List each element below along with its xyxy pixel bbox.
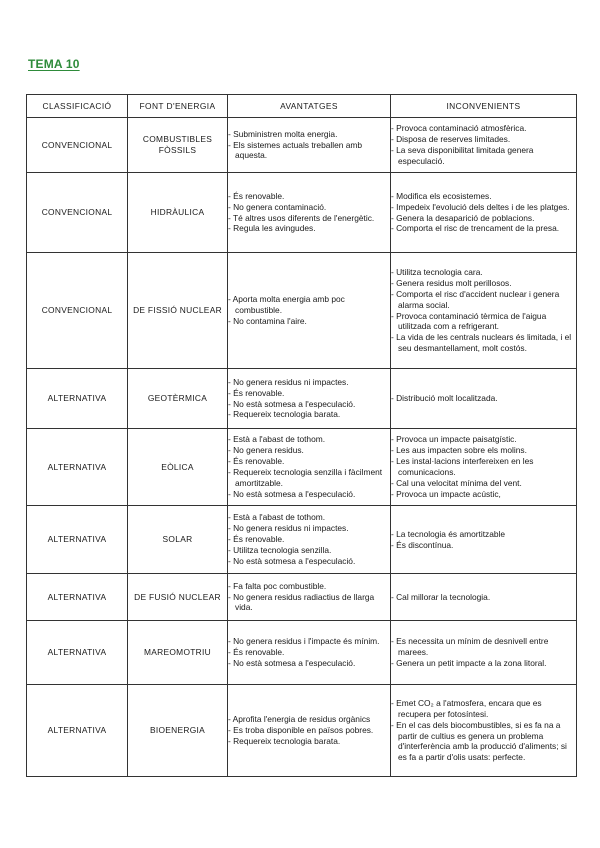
list-item: - Té altres usos diferents de l'energètic. — [228, 213, 390, 224]
table-row — [27, 574, 577, 621]
list-item: - Requereix tecnologia barata. — [228, 409, 390, 420]
list-item: - Impedeix l'evolució dels deltes i de les platges. — [391, 202, 576, 213]
cell-classificacio: ALTERNATIVA — [27, 506, 128, 574]
list-item: - Modifica els ecosistemes. — [391, 191, 576, 202]
list-item: - Els sistemes actuals treballen amb aquesta. — [228, 140, 390, 162]
cell-inconvenients — [391, 118, 577, 173]
list-item: - Aprofita l'energia de residus orgànics — [228, 714, 390, 725]
cell-inconvenients — [391, 506, 577, 574]
cell-inconvenients — [391, 574, 577, 621]
cell-inconvenients — [391, 369, 577, 429]
inconvenients-list — [391, 636, 576, 669]
cell-classificacio: ALTERNATIVA — [27, 685, 128, 777]
list-item: - En el cas dels biocombustibles, si es fa na a partir de cultius es genera un problema d'interferència amb la producció d'aliments; si es fa a partir d'olis usats: perfecte. — [391, 720, 576, 764]
list-item: - Genera la desaparició de poblacions. — [391, 213, 576, 224]
table-row — [27, 506, 577, 574]
list-item: - Provoca un impacte acústic, — [391, 489, 576, 500]
avantatges-list — [228, 636, 390, 669]
cell-avantatges — [228, 429, 391, 506]
inconvenients-list — [391, 434, 576, 499]
cell-avantatges — [228, 621, 391, 685]
cell-classificacio: ALTERNATIVA — [27, 429, 128, 506]
list-item: - Les instal·lacions interfereixen en les comunicacions. — [391, 456, 576, 478]
avantatges-list — [228, 714, 390, 747]
cell-inconvenients — [391, 173, 577, 253]
cell-font-energia: MAREOMOTRIU — [128, 621, 228, 685]
cell-font-energia: DE FISSIÓ NUCLEAR — [128, 253, 228, 369]
cell-classificacio: CONVENCIONAL — [27, 118, 128, 173]
list-item: - La seva disponibilitat limitada genera especulació. — [391, 145, 576, 167]
cell-classificacio: CONVENCIONAL — [27, 173, 128, 253]
list-item: - És renovable. — [228, 534, 390, 545]
inconvenients-list — [391, 123, 576, 167]
list-item: - Disposa de reserves limitades. — [391, 134, 576, 145]
table-row — [27, 369, 577, 429]
table-row — [27, 173, 577, 253]
cell-inconvenients — [391, 429, 577, 506]
list-item: - Cal millorar la tecnologia. — [391, 592, 576, 603]
list-item: - Aporta molta energia amb poc combustible. — [228, 294, 390, 316]
list-item: - Provoca contaminació atmosfèrica. — [391, 123, 576, 134]
cell-inconvenients — [391, 685, 577, 777]
avantatges-list — [228, 434, 390, 499]
list-item: - Comporta el risc de trencament de la presa. — [391, 223, 576, 234]
avantatges-list — [228, 294, 390, 327]
list-item: - No genera contaminació. — [228, 202, 390, 213]
cell-font-energia: DE FUSIÓ NUCLEAR — [128, 574, 228, 621]
cell-font-energia: COMBUSTIBLES FÒSSILS — [128, 118, 228, 173]
cell-inconvenients — [391, 253, 577, 369]
list-item: - Està a l'abast de tothom. — [228, 434, 390, 445]
inconvenients-list — [391, 191, 576, 235]
cell-avantatges — [228, 506, 391, 574]
list-item: - Fa falta poc combustible. — [228, 581, 390, 592]
inconvenients-list — [391, 529, 576, 551]
list-item: - No està sotmesa a l'especulació. — [228, 658, 390, 669]
avantatges-list — [228, 129, 390, 162]
cell-avantatges — [228, 253, 391, 369]
list-item: - Està a l'abast de tothom. — [228, 512, 390, 523]
inconvenients-list — [391, 698, 576, 763]
table-row — [27, 685, 577, 777]
list-item: - No contamina l'aire. — [228, 316, 390, 327]
list-item: - La vida de les centrals nuclears és limitada, i el seu desmantellament, molt costós. — [391, 332, 576, 354]
cell-classificacio: ALTERNATIVA — [27, 621, 128, 685]
list-item: - És discontínua. — [391, 540, 576, 551]
list-item: - Comporta el risc d'accident nuclear i genera alarma social. — [391, 289, 576, 311]
list-item: - No genera residus radiactius de llarga vida. — [228, 592, 390, 614]
list-item: - No genera residus ni impactes. — [228, 523, 390, 534]
list-item: - Utilitza tecnologia senzilla. — [228, 545, 390, 556]
table-row — [27, 429, 577, 506]
list-item: - La tecnologia és amortitzable — [391, 529, 576, 540]
table-row — [27, 253, 577, 369]
cell-classificacio: ALTERNATIVA — [27, 369, 128, 429]
list-item: - Provoca contaminació tèrmica de l'aigua utilitzada com a refrigerant. — [391, 311, 576, 333]
header-font-energia: FONT D'ENERGIA — [128, 95, 228, 118]
cell-avantatges — [228, 685, 391, 777]
list-item: - No està sotmesa a l'especulació. — [228, 489, 390, 500]
cell-avantatges — [228, 118, 391, 173]
cell-font-energia: BIOENERGIA — [128, 685, 228, 777]
page-title: TEMA 10 — [28, 57, 80, 71]
header-classificacio: CLASSIFICACIÓ — [27, 95, 128, 118]
list-item: - Es troba disponible en països pobres. — [228, 725, 390, 736]
list-item: - És renovable. — [228, 388, 390, 399]
list-item: - És renovable. — [228, 456, 390, 467]
cell-classificacio: CONVENCIONAL — [27, 253, 128, 369]
cell-font-energia: GEOTÈRMICA — [128, 369, 228, 429]
list-item: - Emet CO₂ a l'atmosfera, encara que es recupera per fotosíntesi. — [391, 698, 576, 720]
cell-font-energia: EÒLICA — [128, 429, 228, 506]
list-item: - Regula les avingudes. — [228, 223, 390, 234]
avantatges-list — [228, 191, 390, 235]
list-item: - És renovable. — [228, 191, 390, 202]
list-item: - No està sotmesa a l'especulació. — [228, 399, 390, 410]
list-item: - Provoca un impacte paisatgístic. — [391, 434, 576, 445]
list-item: - Genera residus molt perillosos. — [391, 278, 576, 289]
avantatges-list — [228, 377, 390, 421]
list-item: - Requereix tecnologia senzilla i fàcilment amortitzable. — [228, 467, 390, 489]
cell-inconvenients — [391, 621, 577, 685]
header-inconvenients: INCONVENIENTS — [391, 95, 577, 118]
cell-font-energia: HIDRÀULICA — [128, 173, 228, 253]
avantatges-list — [228, 512, 390, 567]
list-item: - Genera un petit impacte a la zona litoral. — [391, 658, 576, 669]
list-item: - Subministren molta energia. — [228, 129, 390, 140]
table-row — [27, 621, 577, 685]
cell-avantatges — [228, 369, 391, 429]
header-row — [27, 95, 577, 118]
inconvenients-list — [391, 393, 576, 404]
list-item: - Es necessita un mínim de desnivell entre marees. — [391, 636, 576, 658]
list-item: - No genera residus. — [228, 445, 390, 456]
avantatges-list — [228, 581, 390, 614]
cell-classificacio: ALTERNATIVA — [27, 574, 128, 621]
inconvenients-list — [391, 592, 576, 603]
cell-font-energia: SOLAR — [128, 506, 228, 574]
list-item: - Cal una velocitat mínima del vent. — [391, 478, 576, 489]
cell-avantatges — [228, 574, 391, 621]
inconvenients-list — [391, 267, 576, 354]
list-item: - Distribució molt localitzada. — [391, 393, 576, 404]
cell-avantatges — [228, 173, 391, 253]
list-item: - Utilitza tecnologia cara. — [391, 267, 576, 278]
header-avantatges: AVANTATGES — [228, 95, 391, 118]
list-item: - Les aus impacten sobre els molins. — [391, 445, 576, 456]
table-row — [27, 118, 577, 173]
list-item: - No genera residus i l'impacte és mínim. — [228, 636, 390, 647]
list-item: - No està sotmesa a l'especulació. — [228, 556, 390, 567]
list-item: - No genera residus ni impactes. — [228, 377, 390, 388]
energy-sources-table — [26, 94, 577, 777]
list-item: - Requereix tecnologia barata. — [228, 736, 390, 747]
list-item: - És renovable. — [228, 647, 390, 658]
